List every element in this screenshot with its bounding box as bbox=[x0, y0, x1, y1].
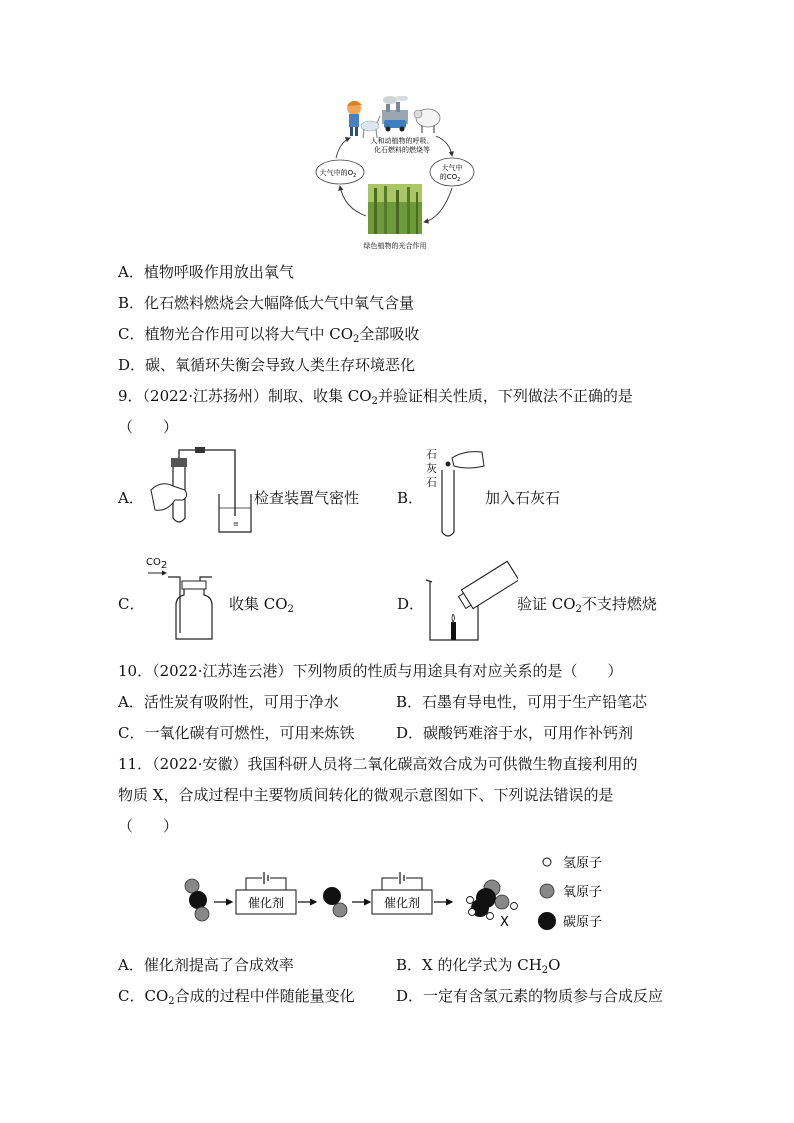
carbon-atom-icon bbox=[538, 912, 556, 930]
q9-b-text: 加入石灰石 bbox=[485, 489, 561, 507]
person-icon bbox=[347, 101, 362, 136]
x-molecule-icon bbox=[467, 880, 518, 920]
gas-collection-bottle bbox=[146, 555, 226, 645]
q8-option-a: A．植物呼吸作用放出氧气 bbox=[118, 263, 294, 281]
atom-legend bbox=[538, 856, 602, 930]
q8-option-c-pre: C．植物光合作用可以将大气中 CO bbox=[118, 325, 354, 343]
arrow-to-respiration bbox=[336, 138, 350, 158]
q11-option-b-post: O bbox=[548, 956, 561, 974]
q10-option-d: D．碳酸钙难溶于水，可用作补钙剂 bbox=[396, 724, 634, 742]
cycle-top-caption-line1: 人和动植物的呼吸、 bbox=[370, 137, 434, 145]
q9-stem bbox=[118, 386, 633, 406]
candle-beaker-apparatus bbox=[422, 556, 518, 646]
q9-c-text-pre: 收集 CO bbox=[229, 595, 288, 613]
q10-stem: 10．（2022·江苏连云港）下列物质的性质与用途具有对应关系的是（ ） bbox=[118, 662, 623, 680]
q8-option-c-sub: 2 bbox=[353, 334, 360, 345]
q11-stem-line2: 物质 X，合成过程中主要物质间转化的微观示意图如下、下列说法错误的是 bbox=[118, 786, 614, 804]
q9-c-letter: C． bbox=[118, 595, 145, 613]
q11-option-c-sub: 2 bbox=[168, 996, 175, 1007]
arrow-to-oxygen bbox=[340, 186, 366, 216]
q11-option-d: D．一定有含氢元素的物质参与合成反应 bbox=[396, 987, 664, 1005]
limestone-label-1: 石 bbox=[426, 448, 437, 461]
q8-option-d: D．碳、氧循环失衡会导致人类生存环境恶化 bbox=[118, 356, 416, 374]
q11-option-b-pre: B．X 的化学式为 CH bbox=[396, 956, 542, 974]
q9-d-letter: D． bbox=[397, 595, 425, 613]
cycle-diagram bbox=[310, 96, 490, 256]
catalyst-box-1 bbox=[236, 872, 296, 914]
legend-hydrogen: 氢原子 bbox=[563, 856, 603, 871]
q11-option-a: A．催化剂提高了合成效率 bbox=[118, 956, 294, 974]
arrow-to-co2 bbox=[436, 136, 452, 156]
q10-option-a: A．活性炭有吸附性，可用于净水 bbox=[118, 693, 339, 711]
catalyst-box-2 bbox=[372, 872, 432, 914]
q8-option-b: B．化石燃料燃烧会大幅降低大气中氧气含量 bbox=[118, 294, 415, 312]
q9-stem-pre: 9．（2022·江苏扬州）制取、收集 CO bbox=[118, 387, 372, 405]
cycle-top-caption-line2: 化石燃料的燃烧等 bbox=[374, 146, 430, 154]
q11-option-c bbox=[118, 986, 355, 1006]
q10-option-b: B．石墨有导电性，可用于生产铅笔芯 bbox=[396, 693, 648, 711]
co-molecule-icon bbox=[323, 887, 347, 917]
left-node-label: 大气中的$O_2$ bbox=[319, 169, 357, 179]
q9-d-text-post: 不支持燃烧 bbox=[581, 595, 657, 613]
q8-option-c bbox=[118, 324, 419, 344]
q11-answer-paren: （ ） bbox=[118, 817, 179, 835]
co2-inlet-label-pre: CO bbox=[146, 557, 161, 568]
q9-a-text: 检查装置气密性 bbox=[254, 489, 360, 507]
hydrogen-atom-icon bbox=[543, 858, 551, 866]
co2-molecule-icon bbox=[185, 879, 209, 921]
airtightness-apparatus bbox=[145, 446, 255, 536]
legend-carbon: 碳原子 bbox=[563, 915, 603, 930]
arrow-to-forest bbox=[424, 188, 452, 222]
right-node-label-line2: 的$CO_2$ bbox=[439, 173, 461, 183]
carbon-oxygen-cycle-figure bbox=[310, 96, 490, 256]
deer-icon bbox=[361, 116, 380, 138]
q10-option-c: C．一氧化碳有可燃性，可用来炼铁 bbox=[118, 724, 355, 742]
q9-c-text-sub: 2 bbox=[287, 604, 294, 615]
factory-icon bbox=[382, 96, 408, 132]
sheep-icon bbox=[414, 109, 440, 133]
oxygen-atom-icon bbox=[540, 884, 554, 898]
q9-d-text bbox=[517, 594, 657, 614]
catalyst-2-label: 催化剂 bbox=[383, 896, 421, 910]
co2-inlet-label-sub: 2 bbox=[160, 560, 168, 571]
q9-answer-paren: （ ） bbox=[118, 418, 179, 436]
q9-d-text-pre: 验证 CO bbox=[517, 595, 576, 613]
product-x-label: X bbox=[500, 915, 509, 930]
q11-option-c-post: 合成的过程中伴随能量变化 bbox=[174, 987, 355, 1005]
add-limestone-apparatus bbox=[424, 448, 488, 540]
q11-option-b bbox=[396, 955, 560, 975]
q11-option-c-pre: C．CO bbox=[118, 987, 169, 1005]
limestone-label-3: 石 bbox=[426, 476, 437, 489]
co2-synthesis-microscopic-diagram bbox=[180, 848, 620, 938]
q11-stem-line1: 11．（2022·安徽）我国科研人员将二氧化碳高效合成为可供微生物直接利用的 bbox=[118, 755, 638, 773]
q9-d-text-sub: 2 bbox=[575, 604, 582, 615]
q9-c-text bbox=[229, 594, 294, 614]
atmosphere-co2-node bbox=[430, 158, 474, 186]
q9-stem-sub: 2 bbox=[371, 396, 378, 407]
legend-oxygen: 氧原子 bbox=[563, 885, 603, 900]
q9-a-letter: A． bbox=[118, 489, 144, 507]
right-node-label-line1: 大气中 bbox=[441, 164, 463, 172]
limestone-label-2: 灰 bbox=[426, 462, 437, 475]
forest-photo bbox=[368, 184, 422, 234]
q8-option-c-post: 全部吸收 bbox=[359, 325, 420, 343]
svg-text:≡: ≡ bbox=[233, 520, 239, 528]
q11-option-b-sub: 2 bbox=[541, 965, 549, 976]
q9-b-letter: B． bbox=[397, 489, 424, 507]
q9-stem-post: 并验证相关性质，下列做法不正确的是 bbox=[377, 387, 633, 405]
cycle-bottom-caption: 绿色植物的光合作用 bbox=[363, 242, 427, 250]
catalyst-1-label: 催化剂 bbox=[247, 896, 285, 910]
